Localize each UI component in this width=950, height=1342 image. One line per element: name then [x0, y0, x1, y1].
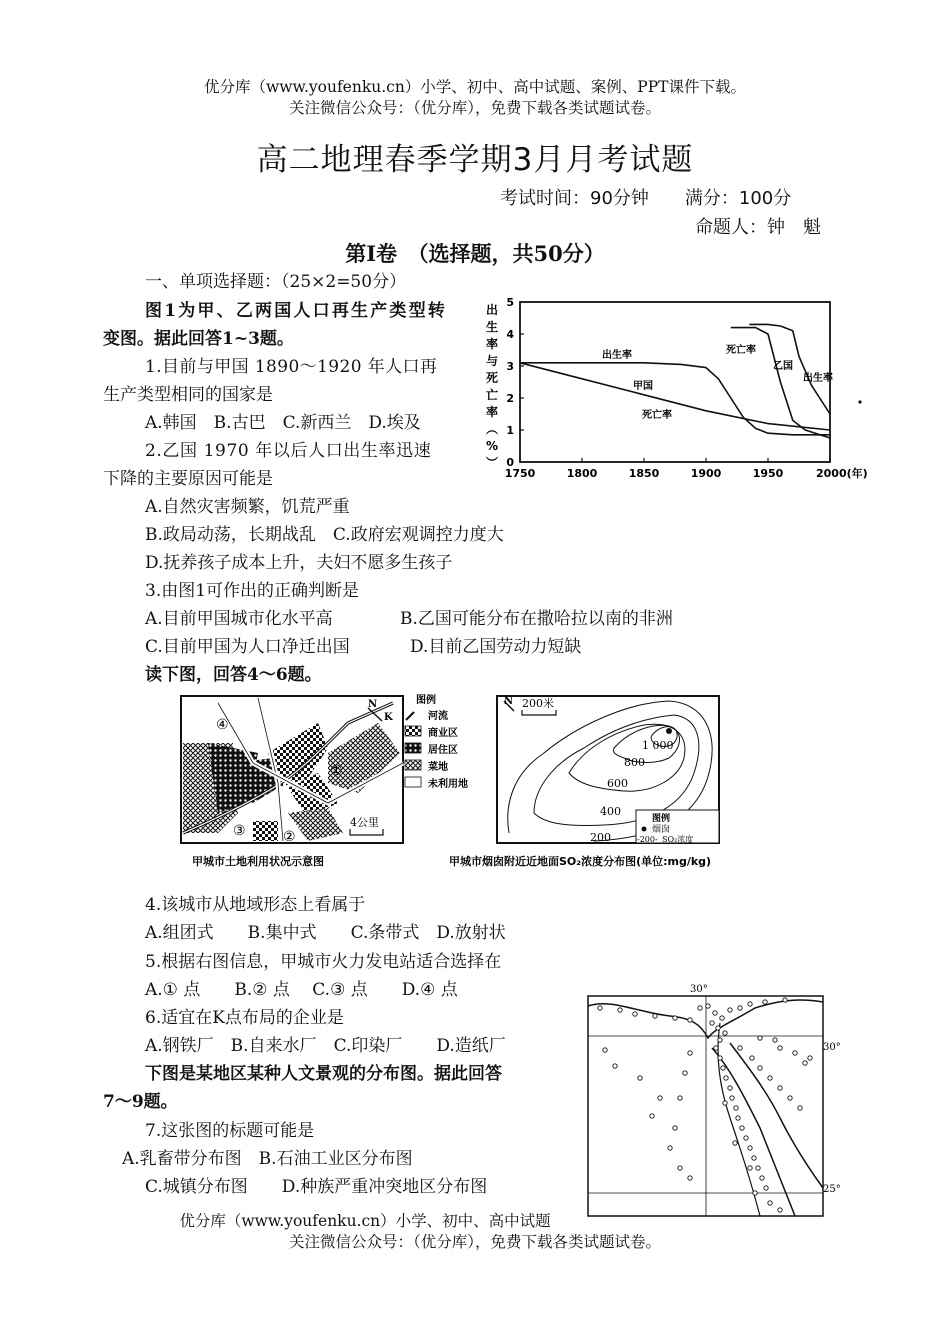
q6-options: A.钢铁厂 B.自来水厂 C.印染厂 D.造纸厂: [145, 1036, 506, 1056]
population-chart: [480, 292, 870, 492]
settlement-dot: [673, 1016, 677, 1020]
north-label: N: [368, 699, 378, 710]
settlement-dot: [808, 1056, 812, 1060]
legend-vegetable-icon: [405, 760, 421, 770]
settlement-dot: [598, 1006, 602, 1010]
q4-stem: 4.该城市从地域形态上看属于: [145, 895, 366, 915]
legend-commercial-icon: [405, 726, 421, 736]
settlement-dot: [748, 1166, 752, 1170]
settlement-dot: [760, 1176, 764, 1180]
contour-label-1000: 1 000: [642, 739, 674, 752]
q2-option-d: D.抚养孩子成本上升，夫妇不愿多生孩子: [145, 553, 453, 573]
y-label-char: 率: [485, 337, 499, 351]
y-label-char: 与: [485, 354, 499, 368]
north-label: N: [504, 696, 514, 707]
land-use-map: [178, 693, 490, 873]
k-label: K: [384, 712, 393, 723]
point-4: ④: [216, 717, 229, 733]
label-death-rate-a: 死亡率: [642, 410, 672, 421]
settlement-dot: [788, 1096, 792, 1100]
settlement-dot: [764, 1186, 768, 1190]
label-country-b: 乙国: [773, 361, 793, 372]
settlement-map-frame: [588, 996, 823, 1216]
q2-option-bc: B.政局动荡，长期战乱 C.政府宏观调控力度大: [145, 525, 504, 545]
settlement-dot: [734, 1106, 738, 1110]
settlement-dot: [736, 1116, 740, 1120]
settlement-dot: [748, 1002, 752, 1006]
point-1: ①: [330, 763, 343, 779]
scale-label: 4公里: [350, 816, 379, 829]
settlement-dot: [768, 1201, 772, 1205]
so2-legend: [636, 810, 719, 844]
settlement-dot: [758, 1036, 762, 1040]
settlement-dot: [710, 1021, 714, 1025]
settlement-dot: [753, 1191, 757, 1195]
svg-text:图例: 图例: [652, 814, 671, 824]
point-3: ③: [233, 823, 246, 839]
settlement-dot: [773, 1038, 777, 1042]
svg-text:烟囱: 烟囱: [652, 825, 671, 835]
legend-river-icon: [406, 712, 414, 720]
q7-stem: 7.这张图的标题可能是: [145, 1121, 315, 1141]
y-tick-label: 1: [506, 424, 514, 437]
q5-stem: 5.根据右图信息，甲城市火力发电站适合选择在: [145, 952, 502, 972]
land-map-caption: 甲城市土地利用状况示意图: [192, 855, 324, 868]
q3-option-a: A.目前甲国城市化水平高: [145, 609, 333, 629]
x-tick-label: 1750: [504, 467, 536, 480]
exam-info: 考试时间：90分钟 满分：100分: [500, 188, 792, 209]
q6-stem: 6.适宜在K点布局的企业是: [145, 1008, 344, 1028]
settlement-dot: [798, 1106, 802, 1110]
x-tick-label: 2000(年): [816, 467, 868, 480]
contour-label-600: 600: [607, 777, 628, 790]
x-tick-label: 1950: [752, 467, 784, 480]
q7-options-cd: C.城镇分布图 D.种族严重冲突地区分布图: [145, 1177, 488, 1197]
chimney-marker: [666, 728, 672, 734]
q1-stem-line2: 生产类型相同的国家是: [103, 385, 273, 405]
settlement-dot: [678, 1096, 682, 1100]
svg-text:商业区: 商业区: [428, 728, 458, 739]
lat-label-top: 30°: [690, 984, 708, 995]
intro-3-line2: 7～9题。: [103, 1092, 178, 1112]
watermark-footer-line1: 优分库（www.youfenku.cn）小学、初中、高中试题: [179, 1212, 551, 1230]
y-label-char: %: [485, 439, 499, 453]
label-death-rate-b: 死亡率: [726, 345, 756, 356]
svg-text:SO₂浓度: SO₂浓度: [662, 835, 694, 844]
label-country-a: 甲国: [633, 381, 653, 392]
q2-option-a: A.自然灾害频繁，饥荒严重: [145, 497, 350, 517]
watermark-header-line1: 优分库（www.youfenku.cn）小学、初中、高中试题、案例、PPT课件下载。: [203, 78, 747, 96]
stray-dot: [858, 400, 861, 403]
chart-frame: [520, 302, 830, 462]
section-title: 第Ⅰ卷 （选择题，共50分）: [345, 241, 605, 266]
settlement-dot: [718, 1038, 722, 1042]
y-label-char: 生: [485, 320, 499, 334]
settlement-dot: [714, 1046, 718, 1050]
part-heading: 一、单项选择题：（25×2=50分）: [145, 272, 407, 292]
y-label-char: 死: [485, 371, 499, 385]
settlement-dot: [723, 1031, 727, 1035]
settlement-dot: [748, 1146, 752, 1150]
settlement-dot: [650, 1114, 654, 1118]
settlement-dot: [738, 1046, 742, 1050]
y-tick-label: 5: [506, 296, 514, 309]
svg-text:菜地: 菜地: [428, 762, 448, 773]
y-label-char: 亡: [485, 388, 499, 402]
q7-options-ab: A.乳畜带分布图 B.石油工业区分布图: [122, 1149, 413, 1169]
exam-title: 高二地理春季学期3月月考试题: [256, 142, 694, 178]
settlement-dot: [728, 1086, 732, 1090]
legend-unused-icon: [405, 777, 421, 787]
intro-1-line1: 图1为甲、乙两国人口再生产类型转: [145, 301, 448, 321]
settlement-dot: [721, 1066, 725, 1070]
lat-label-mid: 30°: [823, 1042, 841, 1053]
settlement-dot: [728, 1008, 732, 1012]
settlement-dot: [758, 1066, 762, 1070]
settlement-dot: [603, 1048, 607, 1052]
q3-option-d: D.目前乙国劳动力短缺: [410, 637, 582, 657]
settlement-dot: [716, 1026, 720, 1030]
contour-label-800: 800: [624, 756, 645, 769]
settlement-dot: [793, 1051, 797, 1055]
point-2: ②: [283, 829, 296, 845]
settlement-dot: [718, 1056, 722, 1060]
settlement-dot: [678, 1166, 682, 1170]
label-birth-rate-b: 出生率: [803, 373, 833, 384]
x-tick-label: 1850: [628, 467, 660, 480]
settlement-dot: [613, 1064, 617, 1068]
settlement-dot: [688, 1176, 692, 1180]
settlement-dot: [706, 1004, 710, 1008]
settlement-dot: [730, 1096, 734, 1100]
so2-map-caption: 甲城市烟囱附近近地面SO₂浓度分布图(单位:mg/kg): [449, 855, 712, 868]
series-line-0: [520, 363, 830, 435]
settlement-dot: [683, 1071, 687, 1075]
intro-2: 读下图，回答4～6题。: [145, 665, 322, 685]
watermark-header-line2: 关注微信公众号：（优分库），免费下载各类试题试卷。: [288, 99, 661, 117]
x-tick-label: 1800: [566, 467, 598, 480]
settlement-dot: [723, 1101, 727, 1105]
q3-stem: 3.由图1可作出的正确判断是: [145, 581, 360, 601]
y-tick-label: 2: [506, 392, 514, 405]
settlement-dot: [783, 998, 787, 1002]
contour-label-400: 400: [600, 805, 621, 818]
intro-1-line2: 变图。据此回答1~3题。: [103, 329, 294, 349]
contour-label-200: 200: [590, 831, 611, 844]
lat-label-bottom: 25°: [823, 1184, 841, 1195]
q1-options: A.韩国 B.古巴 C.新西兰 D.埃及: [145, 413, 421, 433]
settlement-dot: [618, 1008, 622, 1012]
svg-text:居住区: 居住区: [428, 745, 458, 756]
y-label-char: ︶: [485, 456, 499, 470]
land-legend: [405, 693, 468, 790]
settlement-dot: [778, 1046, 782, 1050]
y-label-char: 率: [485, 405, 499, 419]
y-tick-label: 3: [506, 360, 514, 373]
settlement-dot: [763, 1000, 767, 1004]
q3-option-b: B.乙国可能分布在撒哈拉以南的非洲: [400, 609, 673, 629]
q1-stem-line1: 1.目前与甲国 1890～1920 年人口再: [145, 357, 438, 377]
settlement-dot: [756, 1166, 760, 1170]
svg-text:-200-: -200-: [637, 835, 658, 844]
settlement-dot: [750, 1056, 754, 1060]
q5-options: A.① 点 B.② 点 C.③ 点 D.④ 点: [145, 980, 458, 1000]
settlement-dot: [803, 1061, 807, 1065]
watermark-footer-line2: 关注微信公众号：（优分库），免费下载各类试题试卷。: [288, 1233, 661, 1251]
svg-text:图例: 图例: [416, 695, 436, 706]
chart-y-axis-label: [486, 302, 498, 470]
svg-text:未利用地: 未利用地: [428, 779, 468, 790]
y-tick-label: 0: [506, 456, 514, 469]
settlement-dot: [638, 1076, 642, 1080]
settlement-dot: [688, 1018, 692, 1022]
legend-residential-icon: [405, 743, 421, 753]
settlement-map: [580, 978, 850, 1218]
x-tick-label: 1900: [690, 467, 722, 480]
exam-author: 命题人：钟 魁: [695, 217, 821, 238]
settlement-dot: [688, 1051, 692, 1055]
svg-text:河流: 河流: [428, 711, 448, 722]
settlement-dot: [752, 1156, 756, 1160]
label-birth-rate-left: 出生率: [602, 350, 632, 361]
settlement-dot: [740, 1126, 744, 1130]
settlement-dot: [778, 1086, 782, 1090]
q2-stem-line2: 下降的主要原因可能是: [103, 469, 273, 489]
settlement-dot: [653, 1014, 657, 1018]
q3-option-c: C.目前甲国为人口净迁出国: [145, 637, 350, 657]
q4-options: A.组团式 B.集中式 C.条带式 D.放射状: [145, 923, 506, 943]
settlement-dot: [744, 1136, 748, 1140]
intro-3-line1: 下图是某地区某种人文景观的分布图。据此回答: [145, 1064, 502, 1084]
series-line-1: [520, 363, 830, 430]
settlement-dot: [738, 1006, 742, 1010]
settlement-dot: [698, 1006, 702, 1010]
so2-scale-label: 200米: [522, 697, 554, 710]
settlement-dot: [720, 1016, 724, 1020]
settlement-dot: [768, 1076, 772, 1080]
y-label-char: ︵: [485, 422, 499, 436]
legend-chimney-icon: [642, 827, 647, 832]
q2-stem-line1: 2.乙国 1970 年以后人口出生率迅速: [145, 441, 432, 461]
settlement-dot: [724, 1076, 728, 1080]
settlement-dot: [668, 1146, 672, 1150]
settlement-dot: [673, 1126, 677, 1130]
settlement-dot: [733, 1141, 737, 1145]
y-tick-label: 4: [506, 328, 514, 341]
settlement-dot: [713, 1011, 717, 1015]
commercial-zone-3: [253, 821, 278, 841]
so2-map: [449, 693, 794, 873]
settlement-dot: [658, 1096, 662, 1100]
y-label-char: 出: [485, 303, 499, 317]
settlement-dot: [633, 1012, 637, 1016]
